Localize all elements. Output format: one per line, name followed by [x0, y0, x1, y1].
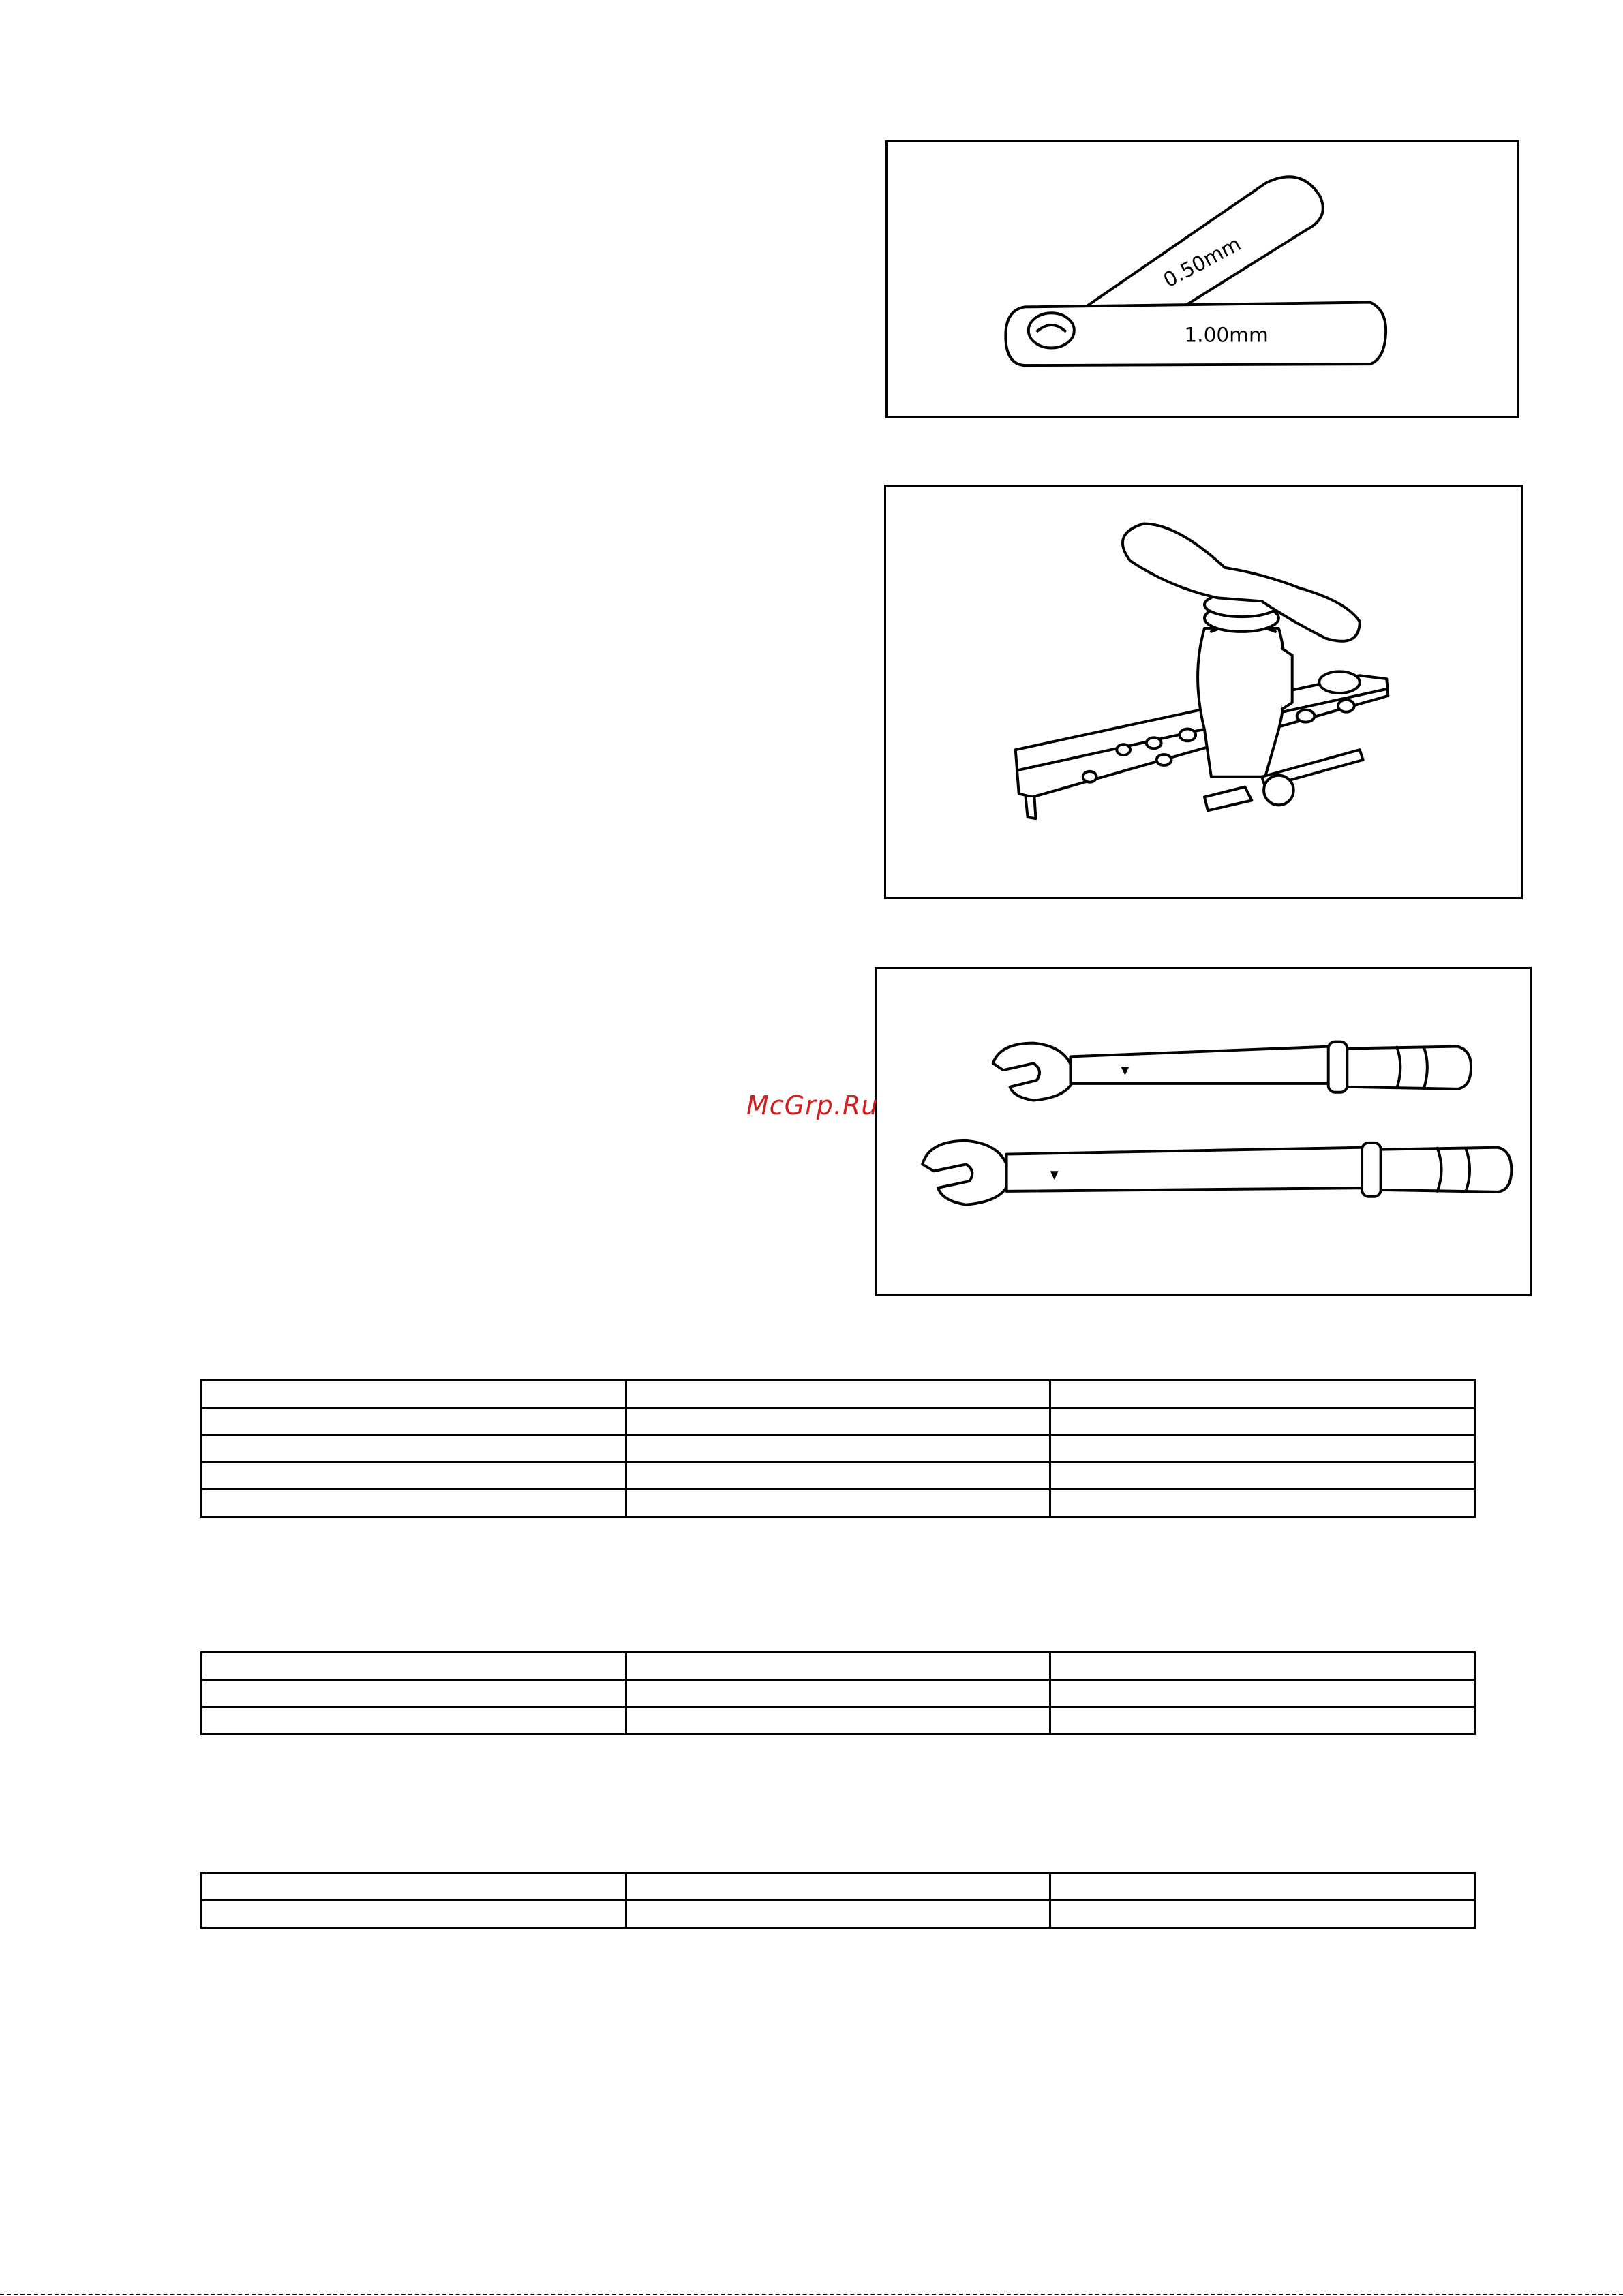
watermark: McGrp.Ru — [746, 1090, 879, 1120]
table-row — [202, 1707, 1475, 1734]
table-cell — [202, 1408, 626, 1435]
table-cell — [626, 1463, 1050, 1490]
table-row — [202, 1435, 1475, 1463]
table-cell — [202, 1463, 626, 1490]
table-cell — [202, 1381, 626, 1408]
table-cell — [1050, 1680, 1475, 1707]
blade-label-100: 1.00mm — [1184, 323, 1269, 347]
table-row — [202, 1901, 1475, 1928]
table-cell — [626, 1901, 1050, 1928]
table-cell — [202, 1680, 626, 1707]
flaring-tool-figure — [884, 485, 1523, 899]
torque-wrench-illustration — [877, 969, 1530, 1294]
table-row — [202, 1408, 1475, 1435]
table-cell — [202, 1435, 626, 1463]
flaring-tool-illustration — [886, 487, 1521, 897]
blade-label-050: 0.50mm — [1159, 232, 1245, 292]
table-cell — [202, 1653, 626, 1680]
table-cell — [202, 1490, 626, 1517]
spec-table-3 — [200, 1872, 1476, 1929]
table-cell — [202, 1873, 626, 1901]
table-cell — [1050, 1707, 1475, 1734]
table-cell — [1050, 1408, 1475, 1435]
table-row — [202, 1873, 1475, 1901]
table-cell — [1050, 1901, 1475, 1928]
table-row — [202, 1381, 1475, 1408]
spec-table-2 — [200, 1651, 1476, 1735]
table-row — [202, 1463, 1475, 1490]
table-cell — [626, 1408, 1050, 1435]
table-cell — [626, 1653, 1050, 1680]
table-cell — [1050, 1435, 1475, 1463]
table-cell — [626, 1435, 1050, 1463]
table-cell — [626, 1381, 1050, 1408]
table-cell — [626, 1680, 1050, 1707]
table-row — [202, 1680, 1475, 1707]
table-cell — [626, 1873, 1050, 1901]
page-bottom-rule — [0, 2294, 1623, 2295]
table-cell — [1050, 1653, 1475, 1680]
feeler-gauge-figure — [885, 140, 1519, 418]
table-cell — [1050, 1490, 1475, 1517]
table-row — [202, 1653, 1475, 1680]
spec-table-1 — [200, 1379, 1476, 1518]
table-row — [202, 1490, 1475, 1517]
torque-wrench-figure — [875, 967, 1532, 1296]
table-cell — [626, 1707, 1050, 1734]
table-cell — [1050, 1873, 1475, 1901]
table-cell — [626, 1490, 1050, 1517]
feeler-gauge-illustration — [888, 142, 1517, 416]
table-cell — [202, 1901, 626, 1928]
table-cell — [1050, 1463, 1475, 1490]
table-cell — [1050, 1381, 1475, 1408]
table-cell — [202, 1707, 626, 1734]
